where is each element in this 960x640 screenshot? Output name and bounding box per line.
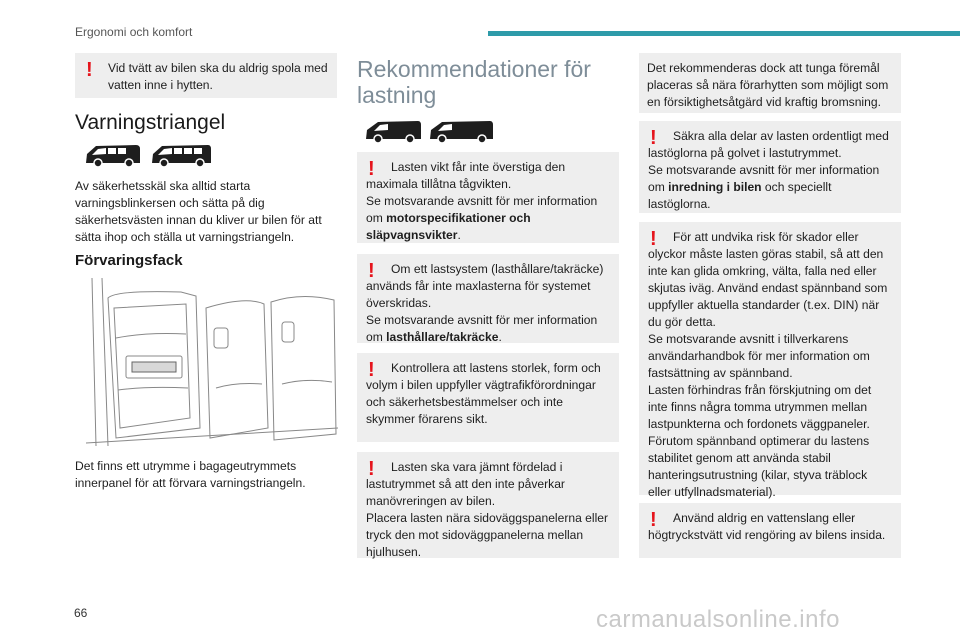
van-short-icon xyxy=(86,145,140,167)
warning-icon: ! xyxy=(86,59,93,81)
load-size-warning-box xyxy=(357,353,619,442)
loading-vehicle-icons xyxy=(364,118,494,146)
warning-icon: ! xyxy=(368,260,375,282)
warning-icon: ! xyxy=(368,158,375,180)
warning-icon: ! xyxy=(650,509,657,531)
roof-rack-reference: Se motsvarande avsnitt för mer information om lasthållare/takräcke. xyxy=(366,313,598,344)
roof-rack-warning-box xyxy=(357,254,619,343)
tow-weight-warning: Lasten vikt får inte överstiga den maximala tillåtna tågvikten. xyxy=(366,160,566,191)
load-distribution-warning: Lasten ska vara jämnt fördelad i lastutrymmet så att den inte påverkar manövreringen av bilen. xyxy=(366,460,565,508)
interior-wash-warning-box xyxy=(639,503,901,558)
warning-icon: ! xyxy=(650,127,657,149)
warning-triangle-title: Varningstriangel xyxy=(75,111,226,134)
lashing-warning: Säkra alla delar av lasten ordentligt med lastöglorna på golvet i lastutrymmet. xyxy=(648,129,889,160)
vehicle-icons xyxy=(84,141,212,171)
storage-text: Det finns ett utrymme i bagageutrymmets innerpanel för att förvara varningstriangeln. xyxy=(75,459,306,490)
wash-warning-text: Vid tvätt av bilen ska du aldrig spola med vatten inne i hytten. xyxy=(108,61,328,92)
roof-rack-warning: Om ett lastsystem (lasthållare/takräcke) används får inte maxlasterna för systemet överskridas. xyxy=(366,262,604,310)
load-stability-advice: Lasten förhindras från förskjutning om det inte finns några tomma utrymmen mellan lastpunkterna och fordonets väggpaneler. Förutom spännband optimerar du lastens stabilitet genom att använda stabil hanteringsutrustning (kilar, styva träblock eller utfyllnadsmaterial). xyxy=(648,383,872,499)
header-accent-bar xyxy=(488,31,960,36)
van-long-icon xyxy=(152,145,211,167)
storage-compartment-illustration xyxy=(86,278,338,448)
warning-icon: ! xyxy=(650,228,657,250)
warning-icon: ! xyxy=(368,359,375,381)
heavy-items-info-box xyxy=(639,53,901,113)
lashing-warning-box xyxy=(639,121,901,213)
load-distribution-warning-box xyxy=(357,452,619,558)
tow-weight-reference: Se motsvarande avsnitt för mer information om motorspecifikationer och släpvagnsvikter. xyxy=(366,194,598,242)
van-short-icon xyxy=(366,121,421,143)
load-stability-reference: Se motsvarande avsnitt i tillverkarens användarhandbok för mer information om fastsättning av spännband. xyxy=(648,332,870,380)
load-size-warning: Kontrollera att lastens storlek, form och volym i bilen uppfyller vägtrafikförordningar och säkerhetsbestämmelser och inte skymmer förarens sikt. xyxy=(366,361,601,426)
warning-icon: ! xyxy=(368,458,375,480)
section-header: Ergonomi och komfort xyxy=(75,25,193,39)
heavy-items-info: Det rekommenderas dock att tunga föremål placeras så nära förarhytten som möjligt som en försiktighetsåtgärd vid kraftig bromsning. xyxy=(647,61,889,109)
load-distribution-extra: Placera lasten nära sidoväggspanelerna eller tryck den mot sidoväggpanelerna mellan hjulhusen. xyxy=(366,511,609,559)
wash-warning-box xyxy=(75,53,337,98)
interior-wash-warning: Använd aldrig en vattenslang eller högtryckstvätt vid rengöring av bilens insida. xyxy=(648,511,886,542)
watermark: carmanualsonline.info xyxy=(596,606,840,633)
load-stability-warning: För att undvika risk för skador eller olyckor måste lasten göras stabil, så att den inte kan glida omkring, välta, falla ned eller skjutas iväg. Använd endast spännband som uppfyller aktuella standarder (t.ex. DIN) när du gör detta. xyxy=(648,230,888,329)
storage-title: Förvaringsfack xyxy=(75,252,183,269)
loading-title: Rekommendationer för lastning xyxy=(357,56,591,108)
lashing-reference: Se motsvarande avsnitt för mer information om inredning i bilen och speciellt lastöglorna. xyxy=(648,163,880,211)
warning-triangle-text: Av säkerhetsskäl ska alltid starta varningsblinkersen och sätta på dig säkerhetsvästen innan du kliver ur bilen för att sätta ihop och ställa ut varningstriangeln. xyxy=(75,179,322,244)
tow-weight-warning-box xyxy=(357,152,619,243)
load-stability-warning-box xyxy=(639,222,901,499)
van-long-icon xyxy=(430,121,493,143)
page-number: 66 xyxy=(74,606,88,620)
